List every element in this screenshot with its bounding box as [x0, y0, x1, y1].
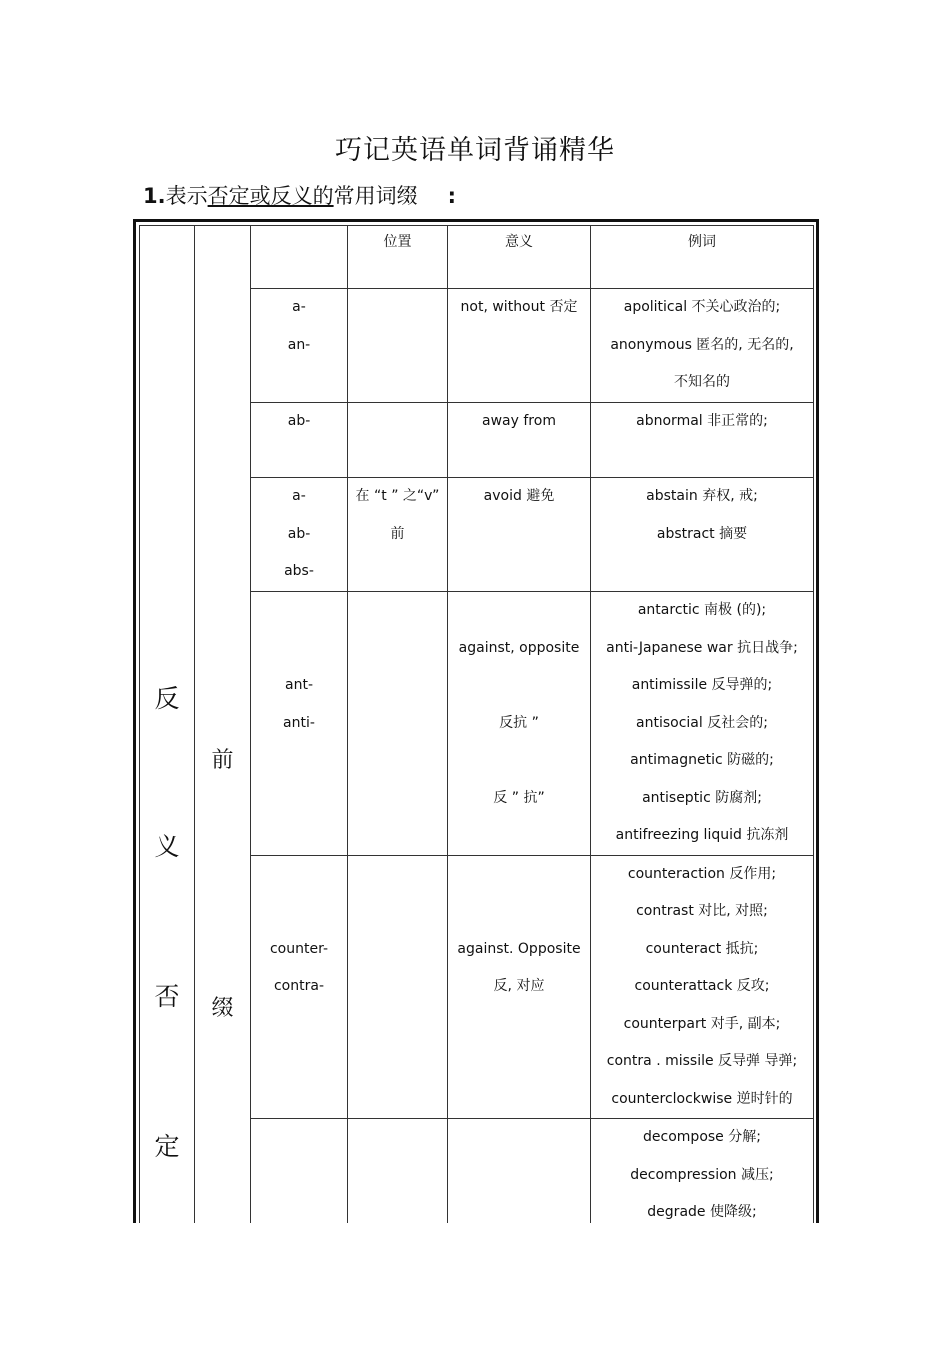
- affix-type-char: 缀: [211, 996, 234, 1021]
- meaning-line: [448, 667, 590, 705]
- meaning-cell: [448, 478, 591, 592]
- affix-line: [251, 630, 347, 668]
- affix-line: a-: [292, 488, 306, 504]
- affix-cell: [251, 478, 348, 592]
- header-position: 位置: [348, 226, 448, 289]
- affix-line: ab-: [287, 413, 311, 429]
- position-line: 前: [390, 525, 405, 542]
- examples-line: contra . missile 反导弹 导弹;: [606, 1053, 798, 1069]
- meaning-cell: [448, 855, 591, 1119]
- examples-line: decompression 减压;: [630, 1166, 774, 1183]
- affix-line: an-: [287, 336, 311, 353]
- examples-line: anonymous 匿名的, 无名的,: [610, 336, 794, 353]
- examples-line: counterpart 对手, 副本;: [623, 1015, 781, 1032]
- examples-line: counterclockwise 逆时针的: [611, 1090, 793, 1107]
- affix-line: counter-: [269, 940, 329, 957]
- position-cell: [348, 592, 448, 856]
- affix-line: ab-: [287, 525, 311, 542]
- examples-line: counteraction 反作用;: [627, 865, 777, 882]
- section-number: 1.: [143, 184, 166, 208]
- affix-line: a-: [292, 299, 306, 315]
- examples-line: abnormal 非正常的;: [636, 413, 768, 429]
- position-cell: [348, 289, 448, 403]
- examples-cell: [591, 403, 814, 478]
- examples-cell: [591, 289, 814, 403]
- meaning-cell: [448, 289, 591, 403]
- examples-line: antisocial 反社会的;: [636, 714, 768, 731]
- category-char: 义: [154, 832, 180, 861]
- heading-pre: 表示: [165, 184, 208, 208]
- examples-line: contrast 对比, 对照;: [636, 903, 768, 919]
- examples-cell: [591, 592, 814, 856]
- examples-line: counteract 抵抗;: [645, 940, 759, 957]
- position-line: 在 “t ” 之“v”: [355, 488, 440, 504]
- meaning-line: against, opposite: [458, 639, 580, 656]
- examples-line: antiseptic 防腐剂;: [642, 789, 762, 806]
- category-cell: [140, 226, 195, 1224]
- meaning-cell: [448, 592, 591, 856]
- header-meaning: 意义: [448, 226, 591, 289]
- position-cell: [348, 403, 448, 478]
- meaning-line: [448, 856, 590, 894]
- heading-post: 常用词缀: [333, 184, 418, 208]
- examples-line: abstract 摘要: [656, 525, 748, 542]
- examples-cell: [591, 478, 814, 592]
- affix-type-char: 前: [211, 748, 234, 773]
- affix-cell: [251, 855, 348, 1119]
- examples-cell: [591, 1119, 814, 1224]
- category-char: 否: [154, 982, 180, 1011]
- affix-cell: [251, 592, 348, 856]
- affix-line: [251, 592, 347, 630]
- section-heading: [143, 180, 456, 210]
- meaning-line: 反抗 ”: [499, 714, 539, 731]
- affix-line: [251, 893, 347, 931]
- meaning-line: [448, 742, 590, 780]
- meaning-cell: [448, 403, 591, 478]
- header-examples: 例词: [591, 226, 814, 289]
- examples-line: counterattack 反攻;: [634, 978, 770, 994]
- meaning-line: avoid 避免: [483, 488, 555, 504]
- affix-cell: [251, 1119, 348, 1224]
- affix-line: [251, 856, 347, 894]
- affix-line: ant-: [285, 677, 313, 693]
- category-char: 定: [154, 1132, 180, 1161]
- examples-line: antimagnetic 防磁的;: [630, 752, 774, 768]
- affix-type-cell: [195, 226, 251, 1224]
- examples-line: degrade 使降级;: [647, 1204, 757, 1220]
- meaning-line: [448, 592, 590, 630]
- affix-line: abs-: [284, 563, 314, 579]
- affix-line: contra-: [273, 978, 324, 994]
- category-char: 反: [154, 684, 180, 713]
- page-title: 巧记英语单词背诵精华: [335, 135, 615, 166]
- examples-line: antimissile 反导弹的;: [631, 677, 773, 693]
- affix-line: anti-: [283, 714, 315, 731]
- examples-line: decompose 分解;: [643, 1129, 761, 1145]
- examples-cell: [591, 855, 814, 1119]
- examples-line: antarctic 南极 (的);: [637, 602, 767, 618]
- position-cell: [348, 1119, 448, 1224]
- examples-line: 不知名的: [674, 374, 730, 390]
- meaning-line: 反, 对应: [493, 978, 545, 994]
- table-header-row: [140, 226, 814, 289]
- examples-line: apolitical 不关心政治的;: [623, 299, 781, 315]
- affix-cell: [251, 289, 348, 403]
- examples-line: anti-Japanese war 抗日战争;: [606, 639, 798, 656]
- meaning-line: not, without 否定: [460, 299, 578, 315]
- affix-table-frame: [133, 219, 819, 1223]
- meaning-line: against. Opposite: [457, 940, 581, 957]
- examples-line: antifreezing liquid 抗冻剂: [615, 827, 789, 843]
- header-affix: [251, 226, 348, 289]
- affix-table: [139, 225, 814, 1223]
- meaning-cell: [448, 1119, 591, 1224]
- examples-line: abstain 弃权, 戒;: [646, 488, 758, 504]
- meaning-line: 反 ” 抗”: [493, 789, 545, 806]
- heading-colon: :: [447, 184, 456, 208]
- meaning-line: away from: [482, 413, 556, 429]
- position-cell: [348, 855, 448, 1119]
- position-cell: [348, 478, 448, 592]
- affix-cell: [251, 403, 348, 478]
- meaning-line: [448, 893, 590, 931]
- heading-underlined: 否定或反义的: [207, 184, 334, 208]
